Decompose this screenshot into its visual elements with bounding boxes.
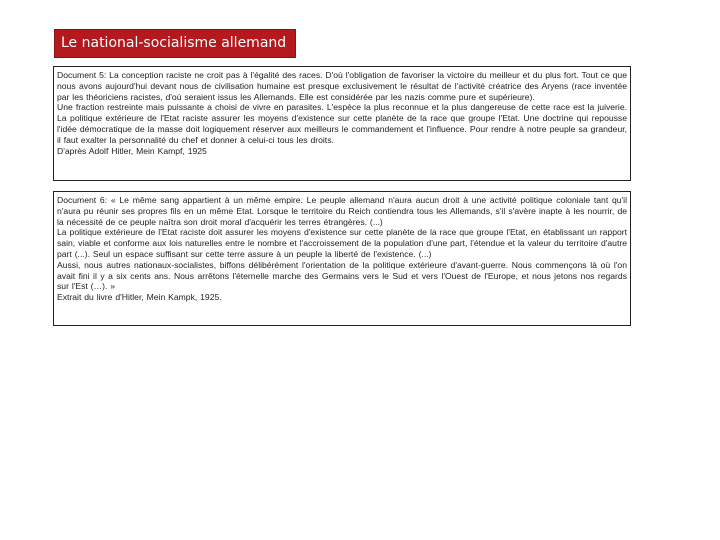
slide-title: Le national-socialisme allemand	[54, 29, 296, 58]
document-6-paragraph-3: Aussi, nous autres nationaux-socialistes, biffons délibérément l'orientation de la politique extérieure d'avant-guerre. Nous commençons là où l'on avait fini il y a six cents ans. Nous arrêtons l'éternelle marche des Germains vers le Sud et vers l'Ouest de l'Europe, et nous jetons nos regards sur l'Est (…). »	[57, 259, 627, 292]
document-6-source: Extrait du livre d'Hitler, Mein Kampk, 1925.	[57, 292, 222, 303]
document-5-paragraph-2: Une fraction restreinte mais puissante a choisi de vivre en parasites. L'espèce la plus reconnue et la plus dangereuse de cette race est la juiverie. La politique extérieure de l'Etat raciste assurer les moyens d'existence sur cette planète de la race que groupe l'Etat. Une doctrine qui repousse l'idée démocratique de la masse doit logiquement réserver aux meilleurs le commandement et l'influence. Pour rendre à notre peuple sa grandeur, il faut exalter la personnalité du chef et donner à celui-ci tous les droits.	[57, 102, 627, 145]
document-6-paragraph-1: Document 6: « Le même sang appartient à un même empire. Le peuple allemand n'aura aucun droit à une activité politique coloniale tant qu'il n'aura pu réunir ses propres fils en un même Etat. Lorsque le territoire du Reich contiendra tous les Allemands, s'il s'avère inapte à les nourrir, de la nécessité de ce peuple naîtra son droit moral d'acquérir les terres étrangères. (...)	[57, 195, 627, 227]
document-6-box	[53, 191, 631, 326]
document-5-box	[53, 66, 631, 181]
document-5-source: D'après Adolf Hitler, Mein Kampf, 1925	[57, 145, 207, 156]
document-6-paragraph-2: La politique extérieure de l'Etat raciste doit assurer les moyens d'existence sur cette planète de la race que groupe l'Etat, en établissant un rapport sain, viable et conforme aux lois naturelles entre le nombre et l'accroissement de la population d'une part, l'étendue et la valeur du territoire d'autre part (...). Seul un espace suffisant sur cette terre assure à un peuple la liberté de l'existence. (...)	[57, 227, 627, 259]
document-5-paragraph-1: Document 5: La conception raciste ne croit pas à l'égalité des races. D'où l'obligation de favoriser la victoire du meilleur et du plus fort. Tout ce que nous avons aujourd'hui devant nous de civilisation humaine est presque exclusivement le résultat de l'activité créatrice des Aryens (race inventée par les théoriciens racistes, d'où seraient issus les Allemands. Elle est considérée par les nazis comme pure et supérieure).	[57, 70, 627, 102]
